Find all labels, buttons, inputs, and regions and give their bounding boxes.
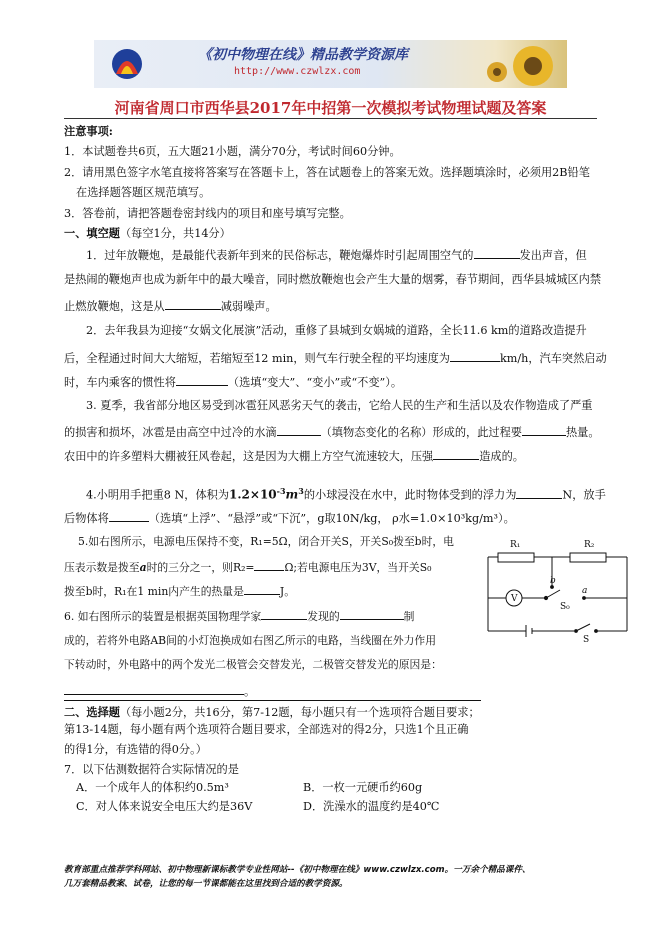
q1-line-3 (64, 298, 277, 314)
terminal-a-label: a (582, 586, 588, 596)
q6-text-c: 制 (403, 610, 415, 623)
section-1-title: 一、填空题 (64, 226, 120, 240)
header-banner (94, 40, 567, 88)
q4-volume-exp: -3 (276, 486, 286, 496)
notice-heading: 注意事项: (64, 124, 113, 138)
footer-line-2: 几万套精品教案、试卷，让您的每一节课都能在这里找到合适的教学资源。 (64, 879, 348, 889)
q5-line-1: 5.如右图所示，电源电压保持不变，R₁=5Ω，闭合开关S，开关S₀拨至b时，电 (78, 535, 454, 548)
section-2-line-2: 第13-14题，每小题有两个选项符合题目要求，全部选对的得2分，只选1个且正确 (64, 723, 469, 736)
banner-brand: 《初中物理在线》精品教学资源库 (198, 47, 408, 63)
q1-line-2: 是热闹的鞭炮声也成为新年中的最大噪音，同时燃放鞭炮也会产生大量的烟雾，春节期间，西华县城城区内禁 (64, 273, 602, 286)
q7-option-c[interactable]: C．对人体来说安全电压大约是36V (76, 800, 253, 813)
answer-blank[interactable] (176, 374, 228, 386)
answer-blank[interactable] (450, 350, 500, 362)
q5-text-e: J。 (279, 585, 296, 598)
answer-blank[interactable] (64, 683, 244, 695)
q3-text-d: 农田中的许多塑料大棚被狂风卷起，这是因为大棚上方空气流速较大，压强 (64, 450, 434, 463)
q2-line-2 (64, 350, 607, 366)
banner-url[interactable]: http://www.czwlzx.com (234, 66, 361, 77)
q5-line-2 (64, 559, 431, 575)
r2-label: R₂ (584, 540, 595, 550)
page-title: 河南省周口市西华县2017年中招第一次模拟考试物理试题及答案 (114, 99, 547, 117)
q5-text-a-var: a (139, 561, 147, 574)
q4-text-c: N，放手 (562, 488, 606, 502)
q4-text-a: 4.小明用手把重8 N，体积为 (86, 488, 230, 502)
answer-blank[interactable] (261, 608, 307, 620)
q7-option-b[interactable]: B．一枚一元硬币约60g (303, 781, 423, 794)
answer-blank[interactable] (474, 247, 520, 259)
logo-icon (110, 44, 144, 84)
answer-blank[interactable] (522, 424, 566, 436)
q6-line-1 (64, 608, 414, 624)
q2-text-b: km/h，汽车突然启动 (500, 352, 607, 365)
answer-blank[interactable] (109, 510, 149, 522)
q3-line-3 (64, 448, 524, 464)
q1-text-b: 发出声音，但 (519, 249, 587, 262)
q2-text-a: 后，全程通过时间大大缩短，若缩短至12 min，则气车行驶全程的平均速度为 (64, 352, 450, 365)
section-2-line-1 (64, 705, 480, 720)
footer-line-1: 教育部重点推荐学科网站、初中物理新课标教学专业性网站--《初中物理在线》www.czwlzx.com。一万余个精品课件、 (64, 865, 531, 875)
circuit-diagram (486, 535, 630, 643)
section-1-heading (64, 226, 231, 241)
q4-text-e: （选填“上浮”、“悬浮”或“下沉”，g取10N/kg， ρ水=1.0×10³kg/m³）。 (148, 512, 515, 525)
terminal-b-label: b (550, 576, 556, 586)
q6-line-2: 成的，若将外电路AB间的小灯泡换成如右图乙所示的电路，当线圈在外力作用 (64, 634, 437, 647)
title-divider (64, 118, 597, 119)
q5-text-a: 压表示数是拨至 (64, 561, 140, 574)
section-2-text-a: （每小题2分，共16分，第7-12题，每小题只有一个选项符合题目要求； (119, 706, 480, 719)
q1-line-1 (86, 247, 587, 263)
q4-text-b: 的小球浸没在水中，此时物体受到的浮力为 (303, 488, 517, 502)
q2-text-d: （选填“变大”、“变小”或“不变”）。 (227, 376, 403, 389)
q4-text-d: 后物体将 (64, 512, 109, 525)
q3-line-2 (64, 424, 600, 440)
section-divider (64, 700, 481, 701)
q5-line-3 (64, 583, 295, 599)
q2-line-1: 2．去年我县为迎接“女娲文化展演”活动，重修了县城到女娲城的道路，全长11.6 km的道路改造提升 (86, 324, 587, 337)
q4-volume-unit: m (285, 487, 299, 502)
notice-3: 3．答卷前，请把答题卷密封线内的项目和座号填写完整。 (64, 207, 351, 220)
answer-blank[interactable] (165, 298, 221, 310)
q7-option-d[interactable]: D．洗澡水的温度约是40℃ (303, 800, 440, 813)
answer-blank[interactable] (516, 487, 562, 499)
q1-text-c: 止燃放鞭炮，这是从 (64, 300, 165, 313)
notice-2b: 在选择题答题区规范填写。 (76, 186, 211, 199)
q4-line-2 (64, 510, 515, 526)
q7-option-a[interactable]: A．一个成年人的体积约0.5m³ (76, 781, 229, 794)
q6-line-3: 下转动时，外电路中的两个发光二极管会交替发光，二极管交替发光的原因是： (64, 658, 442, 671)
q4-volume-base: 1.2×10 (229, 487, 277, 502)
q6-text-b: 发现的 (307, 610, 340, 623)
switch-s0-label: S₀ (560, 602, 570, 612)
q5-text-b: 时的三分之一，则R₂= (146, 561, 255, 574)
q5-text-d: 拨至b时，R₁在1 min内产生的热量是 (64, 585, 244, 598)
answer-blank[interactable] (254, 559, 284, 571)
q6-line-4 (64, 683, 255, 699)
answer-blank[interactable] (340, 608, 404, 620)
section-2-line-3: 的得1分，有选错的得0分。） (64, 743, 207, 756)
q3-line-1: 3. 夏季，我省部分地区易受到冰雹狂风恶劣天气的袭击，它给人民的生产和生活以及农作物造成了严重 (86, 399, 593, 412)
r1-label: R₁ (510, 540, 521, 550)
q3-text-b: （填物态变化的名称）形成的，此过程要 (320, 426, 522, 439)
section-2-title: 二、选择题 (64, 705, 120, 719)
q1-text-d: 减弱噪声。 (220, 300, 277, 313)
q3-text-a: 的损害和损坏，冰雹是由高空中过冷的水滴 (64, 426, 277, 439)
q3-text-e: 造成的。 (479, 450, 524, 463)
answer-blank[interactable] (433, 448, 479, 460)
notice-1: 1．本试题卷共6页，五大题21小题，满分70分，考试时间60分钟。 (64, 145, 401, 158)
answer-blank[interactable] (244, 583, 280, 595)
answer-blank[interactable] (277, 424, 321, 436)
q2-line-3 (64, 374, 402, 390)
sunflower-icon (483, 42, 561, 86)
section-1-note: （每空1分，共14分） (119, 227, 231, 240)
q2-text-c: 时，车内乘客的惯性将 (64, 376, 176, 389)
notice-2a: 2．请用黑色签字水笔直接将答案写在答题卡上，答在试题卷上的答案无效。选择题填涂时，必须用2B铅笔 (64, 166, 590, 179)
voltmeter-label: V (511, 594, 518, 604)
q6-text-d: 。 (244, 685, 256, 698)
q6-text-a: 6. 如右图所示的装置是根据英国物理学家 (64, 610, 262, 623)
q7-stem: 7．以下估测数据符合实际情况的是 (64, 763, 239, 776)
q4-volume-unit-exp: 3 (298, 486, 304, 496)
q3-text-c: 热量。 (565, 426, 600, 439)
switch-s-label: S (583, 635, 590, 643)
q5-text-c: Ω;若电源电压为3V，当开关S₀ (284, 561, 432, 574)
q1-text-a: 1．过年放鞭炮，是最能代表新年到来的民俗标志，鞭炮爆炸时引起周围空气的 (86, 249, 474, 262)
q4-line-1 (86, 484, 606, 503)
